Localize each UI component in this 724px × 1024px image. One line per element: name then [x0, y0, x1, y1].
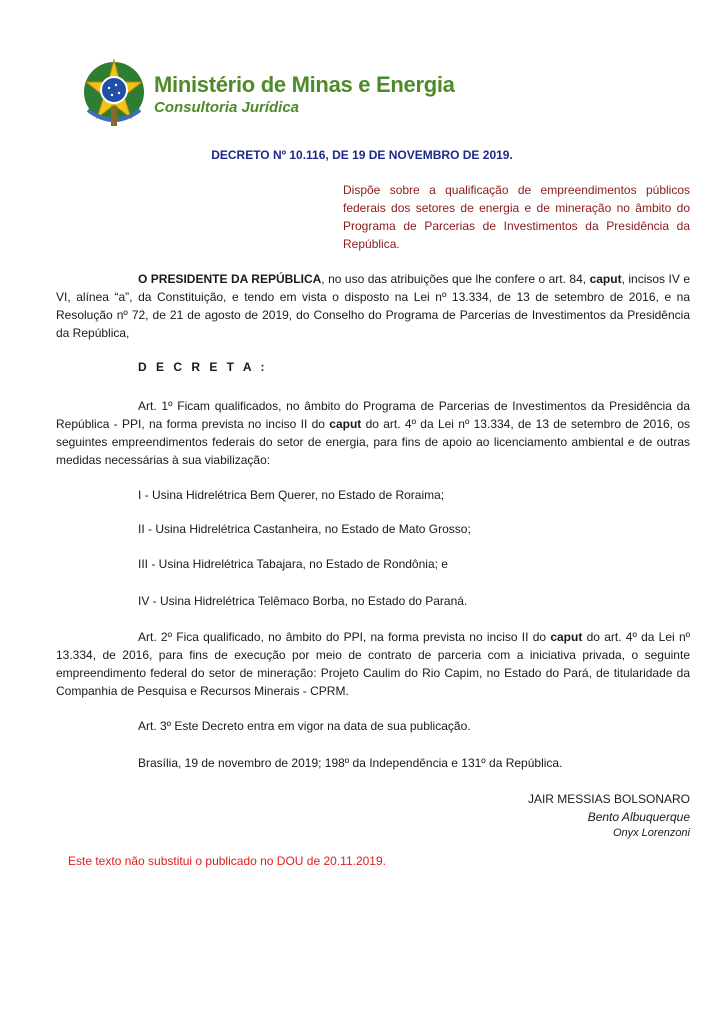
article-text: do art. 4º da Lei nº 13.334, de 13 de setembro de 2016, os seguintes empreendimentos federais do setor de energia, para fins de apoio ao licenciamento ambiental e de outras medidas necessárias à sua viabilização: — [56, 417, 690, 467]
article-label: Art. 2º — [138, 630, 172, 644]
letterhead — [78, 58, 678, 138]
preamble-text: , no uso das atribuições que lhe confere o art. 84, — [321, 272, 590, 286]
closing-text: Brasília, 19 de novembro de 2019; 198º da Independência e 131º da República. — [138, 756, 563, 770]
signature-minister-2: Onyx Lorenzoni — [612, 827, 690, 839]
preamble-paragraph — [56, 270, 690, 342]
signature-minister-1: Bento Albuquerque — [587, 810, 690, 824]
list-item: I - Usina Hidrelétrica Bem Querer, no Estado de Roraima; — [138, 488, 445, 502]
article-label: Art. 1º — [138, 399, 173, 413]
decree-title: DECRETO Nº 10.116, DE 19 DE NOVEMBRO DE 2019. — [211, 148, 513, 162]
brazil-coat-of-arms-icon — [78, 58, 150, 130]
decree-summary: Dispõe sobre a qualificação de empreendimentos públicos federais dos setores de energia e de mineração no âmbito do Programa de Parcerias de Investimentos da Presidência da República. — [343, 183, 690, 251]
article-1 — [56, 397, 690, 469]
list-item: IV - Usina Hidrelétrica Telêmaco Borba, no Estado do Paraná. — [138, 594, 468, 608]
decreta-heading: D E C R E T A : — [138, 360, 268, 374]
caput-term: caput — [329, 417, 362, 431]
article-text: do art. 4º da Lei nº 13.334, de 2016, para fins de execução por meio de contrato de parceria com a iniciativa privada, o seguinte empreendimento federal do setor de mineração: Projeto Caulim do Rio Capim, no Estado do Pará, de titularidade da Companhia de Pesquisa e Recursos Minerais - CPRM. — [56, 630, 690, 698]
president-lead: O PRESIDENTE DA REPÚBLICA — [138, 272, 322, 286]
article-label: Art. 3º — [138, 719, 172, 733]
article-2 — [56, 628, 690, 700]
article-text: Este Decreto entra em vigor na data de sua publicação. — [171, 719, 471, 733]
dou-disclaimer: Este texto não substitui o publicado no DOU de 20.11.2019. — [68, 854, 386, 868]
caput-term: caput — [589, 272, 622, 286]
closing-line — [56, 754, 690, 772]
signature-president: JAIR MESSIAS BOLSONARO — [527, 792, 690, 806]
article-text: Ficam qualificados, no âmbito do Programa de Parcerias de Investimentos da Presidência da República - PPI, na forma prevista no inciso II do — [56, 399, 690, 431]
ministry-name: Ministério de Minas e Energia — [154, 72, 455, 97]
consultoria-name: Consultoria Jurídica — [154, 99, 300, 116]
article-3 — [56, 717, 690, 735]
article-text: Fica qualificado, no âmbito do PPI, na forma prevista no inciso II do — [171, 630, 551, 644]
caput-term: caput — [550, 630, 583, 644]
preamble-text: , incisos IV e VI, alínea “a”, da Constituição, e tendo em vista o disposto na Lei nº 13.334, de 13 de setembro de 2016, e na Resolução nº 72, de 21 de agosto de 2019, do Conselho do Programa de Parcerias de Investimentos da Presidência da República, — [56, 272, 690, 340]
list-item: II - Usina Hidrelétrica Castanheira, no Estado de Mato Grosso; — [138, 522, 471, 536]
list-item: III - Usina Hidrelétrica Tabajara, no Estado de Rondônia; e — [138, 557, 448, 571]
